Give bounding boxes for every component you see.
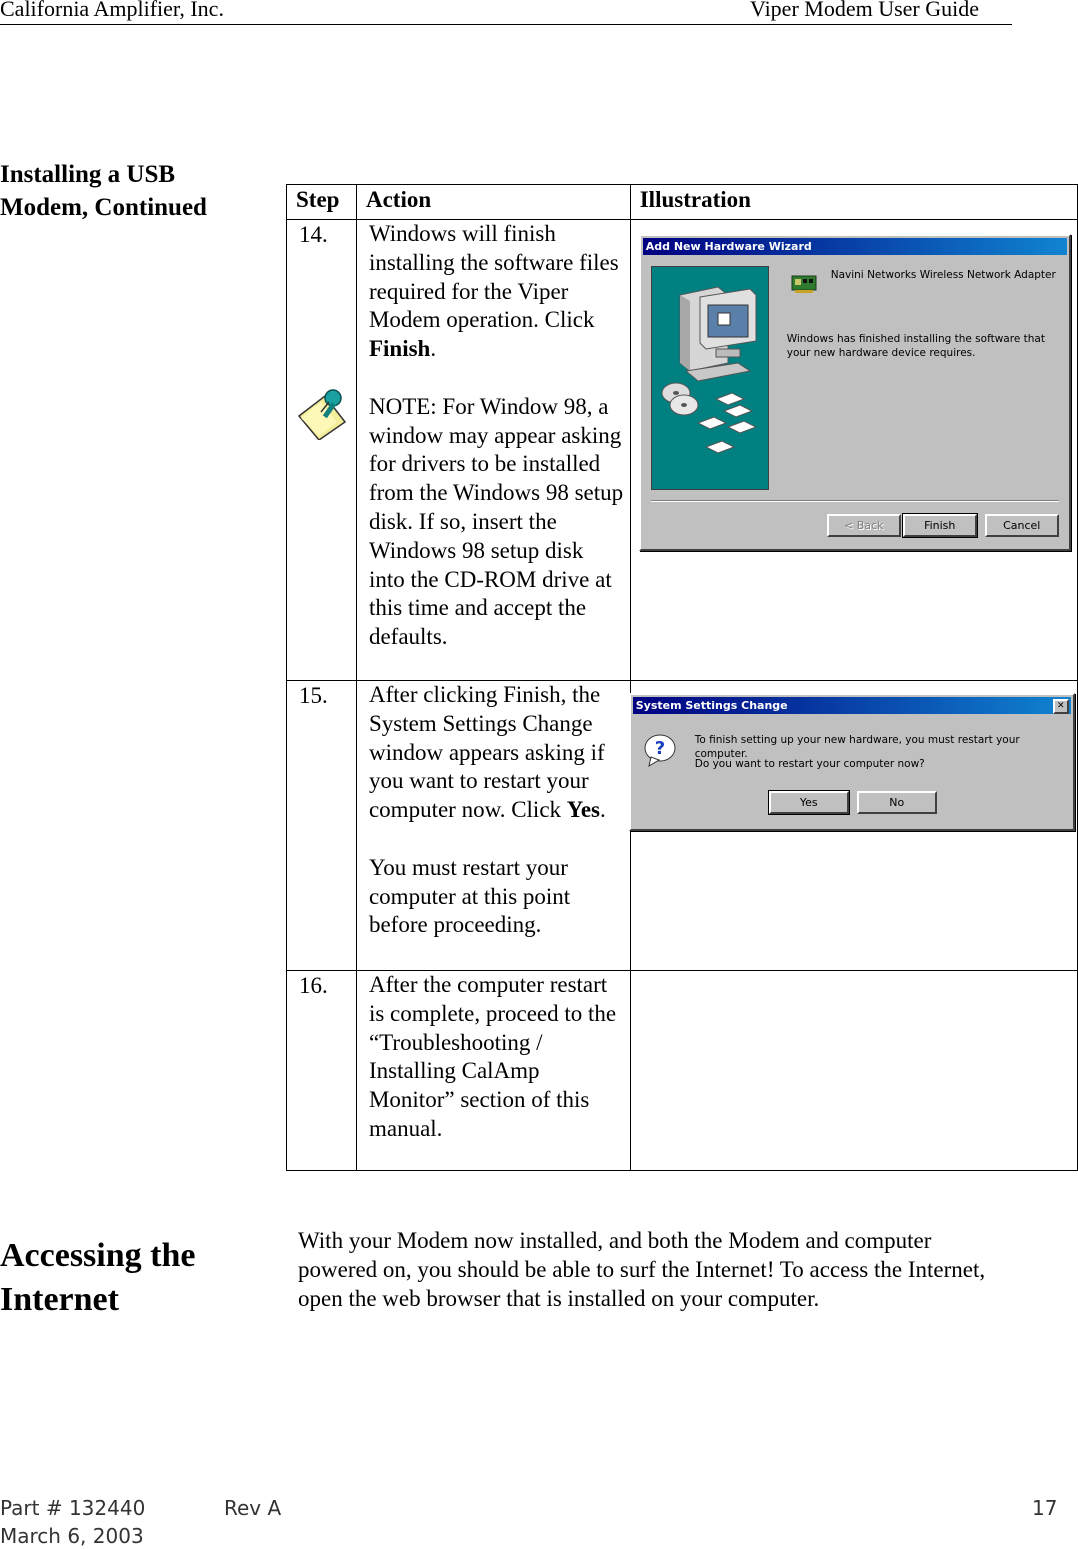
- section-title-accessing-internet: Accessing the Internet: [0, 1237, 196, 1318]
- section-title-installing: Installing a USB Modem, Continued: [0, 161, 207, 221]
- dialog-line-1: To finish setting up your new hardware, you must restart your computer.: [694, 734, 1020, 760]
- step-number: 14.: [299, 222, 328, 247]
- wizard-title: Add New Hardware Wizard: [643, 238, 1067, 255]
- question-icon: [643, 733, 677, 767]
- cancel-button[interactable]: Cancel: [985, 514, 1059, 537]
- accessing-internet-body: With your Modem now installed, and both the Modem and computer powered on, you should be able to surf the Internet! To access the Internet, open the web browser that is installed on your computer.: [298, 1228, 986, 1311]
- restart-note-text: You must restart your computer at this point before proceeding.: [368, 854, 571, 938]
- action-text: Windows will finish installing the software files required for the Viper Modem operation. Click Finish.: [368, 221, 619, 362]
- step-number: 16.: [299, 973, 328, 998]
- col-header-illustration: Illustration: [630, 185, 1077, 220]
- step-number: 15.: [299, 683, 328, 708]
- action-text: After clicking Finish, the System Settings Change window appears asking if you want to restart your computer now. Click Yes.: [368, 682, 606, 823]
- step-number-cell: [287, 971, 357, 1171]
- col-header-step: Step: [287, 185, 357, 220]
- table-row: [287, 681, 1078, 971]
- system-settings-change-dialog: [629, 693, 1075, 831]
- back-button[interactable]: < Back: [827, 514, 901, 537]
- action-cell: [356, 681, 630, 971]
- footer-date: March 6, 2003: [0, 1524, 144, 1548]
- illustration-cell: [630, 220, 1077, 681]
- step-number-cell: [287, 681, 357, 971]
- wizard-separator: [651, 500, 1059, 502]
- header-company: California Amplifier, Inc.: [0, 0, 224, 21]
- footer-part-number: Part # 132440: [0, 1496, 146, 1520]
- illustration-cell: [630, 681, 1077, 971]
- footer-page-number: 17: [1032, 1496, 1058, 1520]
- wizard-device-name: Navini Networks Wireless Network Adapter: [830, 269, 1056, 281]
- footer-revision: Rev A: [224, 1496, 282, 1520]
- wizard-side-image: [651, 266, 769, 490]
- step-number-cell: [287, 220, 357, 681]
- table-row: [287, 220, 1078, 681]
- computer-illustration-icon: [652, 267, 768, 489]
- no-button[interactable]: No: [857, 791, 937, 814]
- table-row: [287, 971, 1078, 1171]
- svg-text:?: ?: [654, 738, 665, 759]
- illustration-cell-empty: [630, 971, 1077, 1171]
- note-text: NOTE: For Window 98, a window may appear asking for drivers to be installed from the Windows 98 setup disk. If so, insert the Windows 98 setup disk into the CD-ROM drive at this time and accept the defaults.: [368, 393, 624, 650]
- table-header-row: [287, 185, 1078, 220]
- finish-button[interactable]: Finish: [903, 514, 977, 537]
- col-header-action: Action: [356, 185, 630, 220]
- wizard-message: Windows has finished installing the software that your new hardware device requires.: [786, 333, 1045, 359]
- steps-table: [286, 184, 1078, 1171]
- dialog-title: System Settings Change: [633, 697, 1071, 714]
- close-icon[interactable]: ✕: [1053, 699, 1069, 714]
- action-text: After the computer restart is complete, proceed to the “Troubleshooting / Installing CalAmp Monitor” section of this manual.: [368, 972, 617, 1141]
- action-cell: [356, 971, 630, 1171]
- network-adapter-icon: [791, 274, 819, 294]
- yes-button[interactable]: Yes: [769, 791, 849, 814]
- note-pin-icon: [291, 382, 349, 440]
- header-doc-title: Viper Modem User Guide: [750, 0, 980, 21]
- add-hardware-wizard-window: [639, 234, 1071, 551]
- dialog-line-2: Do you want to restart your computer now?: [694, 758, 925, 770]
- action-cell: [356, 220, 630, 681]
- header-rule: [0, 24, 1012, 25]
